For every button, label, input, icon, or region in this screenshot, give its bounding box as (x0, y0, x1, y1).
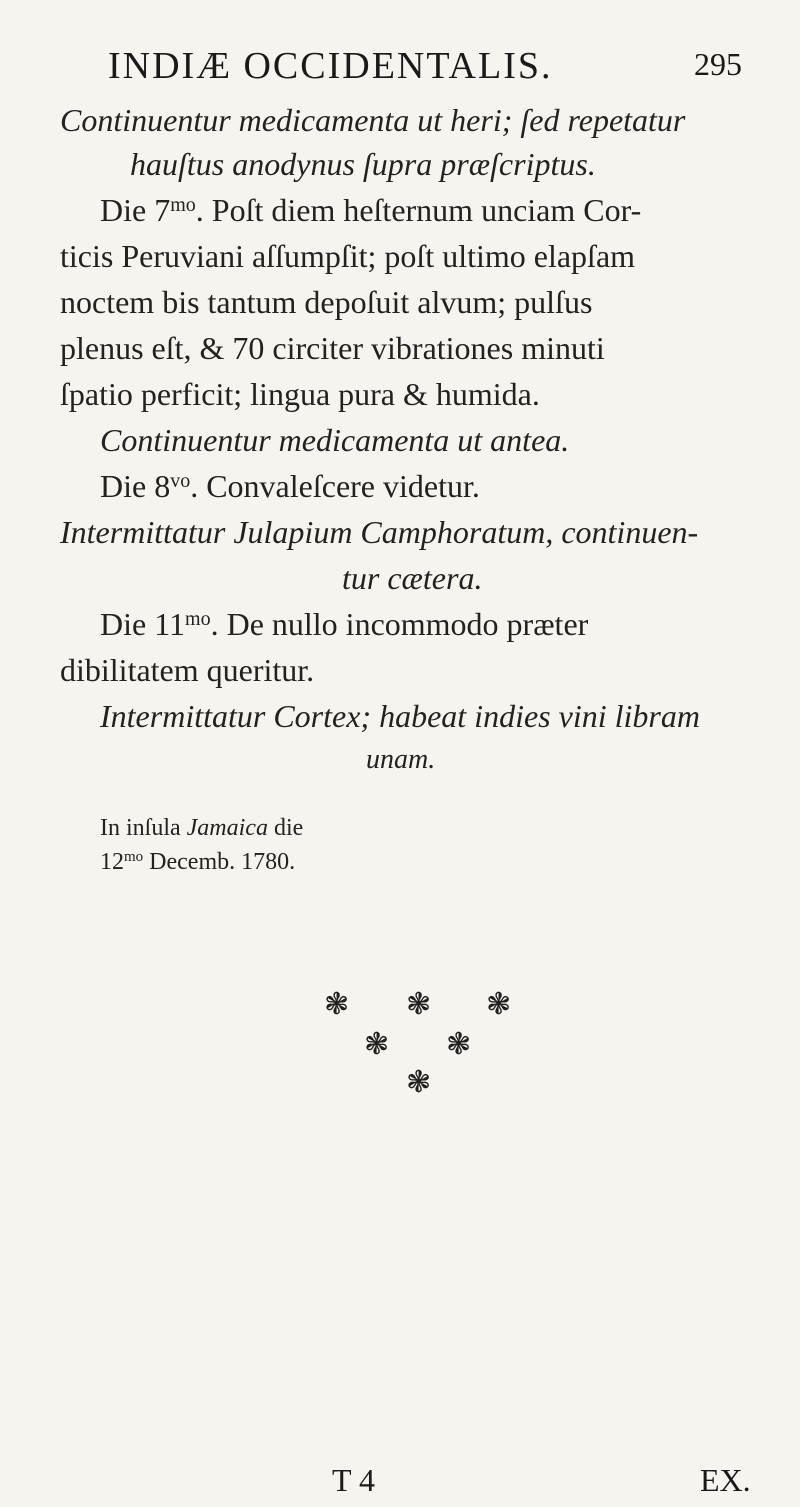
text-fragment: 12 (100, 849, 124, 875)
catchword: EX. (700, 1462, 751, 1498)
text-line-3 (100, 194, 641, 226)
text-line-9 (100, 470, 480, 502)
text-fragment: . De nullo incommodo præter (210, 606, 589, 642)
text-fragment: . Poſt diem heſternum unciam Cor- (195, 192, 642, 228)
text-line-12 (100, 608, 588, 640)
ordinal-suffix: mo (124, 849, 144, 865)
asterism-flower-icon: ❃ (406, 987, 432, 1022)
asterism-flower-icon: ❃ (364, 1027, 390, 1062)
text-line-15: unam. (366, 744, 436, 775)
text-line-10: Intermittatur Julapium Camphoratum, continuen- (60, 514, 699, 550)
text-line-5: noctem bis tantum depoſuit alvum; pulſus (60, 284, 593, 320)
asterism-flower-icon: ❃ (406, 1065, 432, 1100)
text-line-8: Continuentur medicamenta ut antea. (100, 422, 570, 458)
text-line-6: plenus eſt, & 70 circiter vibrationes minuti (60, 330, 605, 366)
text-fragment: die (267, 815, 304, 841)
place-line (100, 816, 303, 840)
text-line-11: tur cætera. (342, 560, 483, 596)
text-fragment: In inſula (100, 815, 187, 841)
ordinal-suffix: vo (170, 470, 191, 492)
running-head: INDIÆ OCCIDENTALIS. (108, 45, 553, 87)
ordinal-suffix: mo (170, 194, 196, 216)
text-line-2: hauſtus anodynus ſupra præſcriptus. (130, 146, 596, 182)
text-line-13: dibilitatem queritur. (60, 652, 315, 688)
text-fragment: Decemb. 1780. (143, 849, 296, 875)
ordinal-suffix: mo (185, 608, 211, 630)
day-label: Die 7 (100, 192, 171, 228)
text-line-14: Intermittatur Cortex; habeat indies vini libram (100, 698, 700, 734)
date-line (100, 850, 295, 874)
signature-mark: T 4 (332, 1462, 375, 1498)
asterism-flower-icon: ❃ (486, 987, 512, 1022)
asterism-flower-icon: ❃ (446, 1027, 472, 1062)
asterism-flower-icon: ❃ (324, 987, 350, 1022)
day-label: Die 8 (100, 468, 171, 504)
day-label: Die 11 (100, 606, 186, 642)
text-line-7: ſpatio perficit; lingua pura & humida. (60, 376, 540, 412)
page-number: 295 (694, 46, 742, 82)
text-line-1: Continuentur medicamenta ut heri; ſed repetatur (60, 102, 686, 138)
place-name: Jamaica (186, 815, 268, 841)
text-line-4: ticis Peruviani aſſumpſit; poſt ultimo elapſam (60, 238, 636, 274)
text-fragment: . Convaleſcere videtur. (190, 468, 480, 504)
